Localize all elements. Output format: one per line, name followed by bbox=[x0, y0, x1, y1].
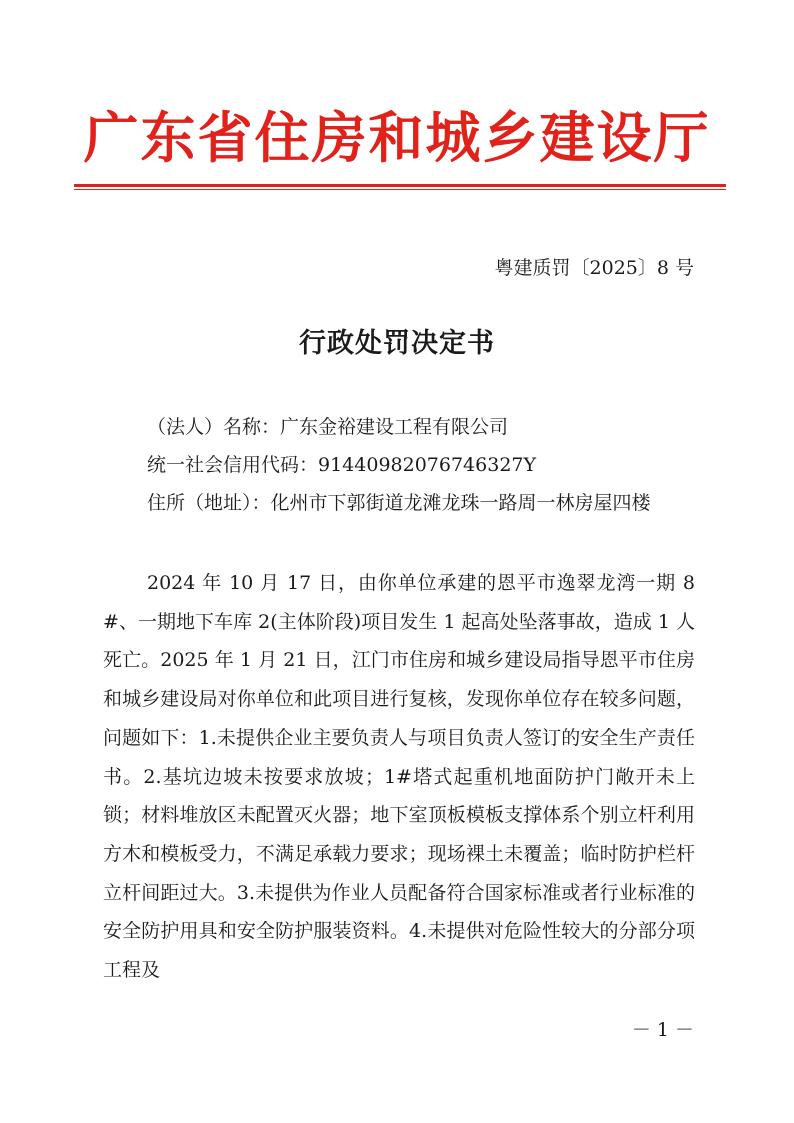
party-name: （法人）名称：广东金裕建设工程有限公司 bbox=[147, 416, 509, 438]
party-credit-code: 统一社会信用代码：91440982076746327Y bbox=[147, 454, 537, 476]
document-number: 粤建质罚〔2025〕8 号 bbox=[494, 257, 694, 279]
header-divider-thick bbox=[74, 184, 726, 187]
header-divider-thin bbox=[74, 189, 726, 190]
party-address: 住所（地址）：化州市下郭街道龙滩龙珠一路周一林房屋四楼 bbox=[147, 492, 651, 514]
page-number: － 1 － bbox=[631, 1019, 694, 1041]
issuing-authority-header: 广东省住房和城乡建设厅 bbox=[83, 105, 711, 170]
document-title: 行政处罚决定书 bbox=[299, 328, 495, 359]
body-paragraph: 2024 年 10 月 17 日，由你单位承建的恩平市逸翠龙湾一期 8#、一期地下车库 2(主体阶段)项目发生 1 起高处坠落事故，造成 1 人死亡。2025 年 1 月 21 日，江门市住房和城乡建设局指导恩平市住房和城乡建设局对你单位和此项目进行复核，发现你单位存在较多问题，问题如下：1.未提供企业主要负责人与项目负责人签订的安全生产责任书。2.基坑边坡未按要求放坡；1#塔式起重机地面防护门敞开未上锁；材料堆放区未配置灭火器；地下室顶板模板支撑体系个别立杆利用方木和模板受力，不满足承载力要求；现场裸土未覆盖；临时防护栏杆立杆间距过大。3.未提供为作业人员配备符合国家标准或者行业标准的安全防护用具和安全防护服装资料。4.未提供对危险性较大的分部分项工程及 bbox=[103, 572, 695, 982]
party-info bbox=[103, 408, 695, 522]
